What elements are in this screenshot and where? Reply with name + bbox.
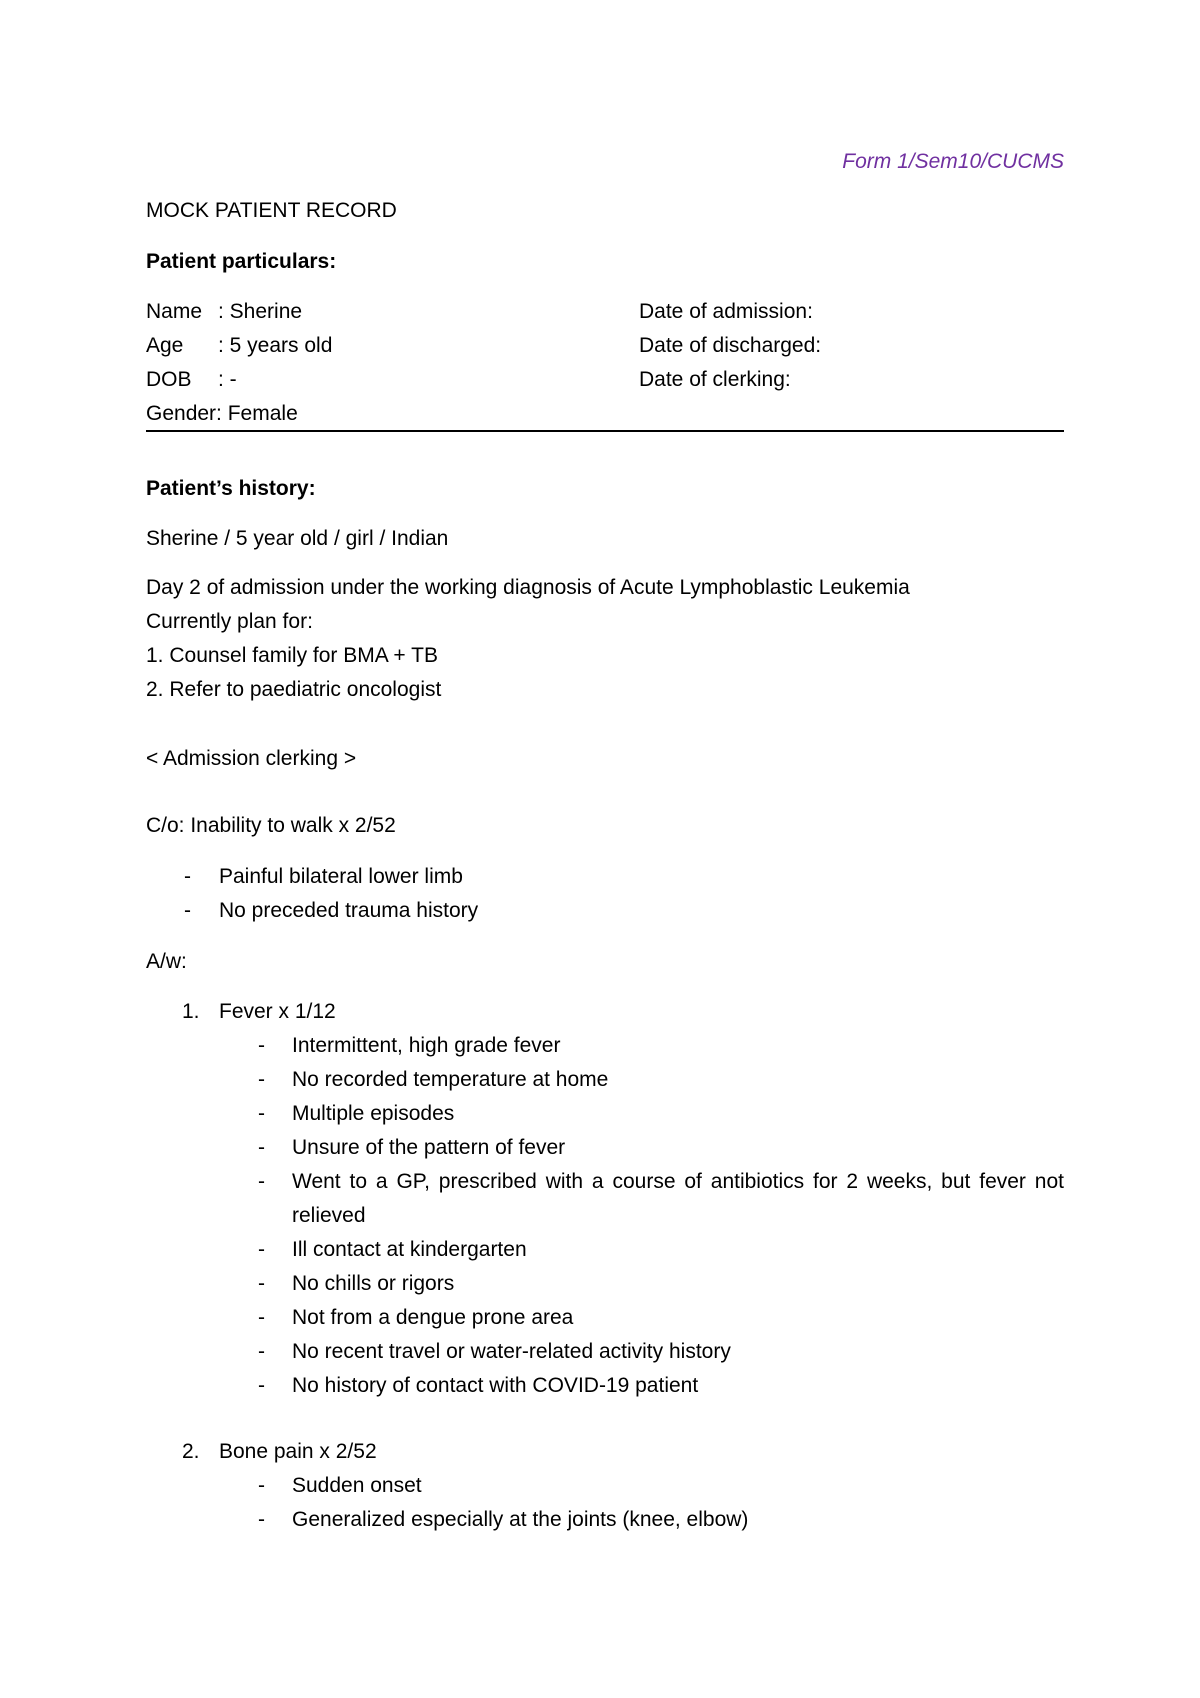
symptom-number: 2. [182, 1440, 200, 1463]
history-heading: Patient’s history: [146, 477, 316, 500]
dob-value: : - [218, 368, 237, 391]
particulars-block [146, 295, 1064, 431]
dash-bullet: - [184, 899, 191, 922]
admission-date-label: Date of admission: [639, 300, 813, 323]
dash-bullet: - [258, 1068, 265, 1091]
gender-label: Gender: [146, 402, 222, 425]
list-item: - Sudden onset [146, 1469, 1064, 1503]
discharged-date-label: Date of discharged: [639, 334, 822, 357]
name-label: Name [146, 300, 203, 323]
diagnosis-block [146, 571, 910, 707]
list-item: - Painful bilateral lower limb [146, 860, 478, 894]
plan-label: Currently plan for: [146, 610, 313, 633]
particulars-row-age [146, 329, 1064, 363]
list-item: - No chills or rigors [146, 1267, 1064, 1301]
list-item: - No history of contact with COVID-19 patient [146, 1369, 1064, 1403]
list-item: - Ill contact at kindergarten [146, 1233, 1064, 1267]
list-item: - Generalized especially at the joints (knee, elbow) [146, 1503, 1064, 1537]
dash-bullet: - [258, 1374, 265, 1397]
symptom-number: 1. [182, 1000, 200, 1023]
associated-with-label: A/w: [146, 950, 187, 973]
symptom-item [146, 995, 1064, 1403]
section-divider [146, 430, 1064, 432]
dash-bullet: - [258, 1272, 265, 1295]
list-item: - Multiple episodes [146, 1097, 1064, 1131]
name-value: : Sherine [218, 300, 303, 323]
list-item: - Unsure of the pattern of fever [146, 1131, 1064, 1165]
symptom-details [146, 1029, 1064, 1403]
age-value: : 5 years old [218, 334, 333, 357]
dob-label: DOB [146, 368, 192, 391]
gender-value: Female [221, 402, 298, 425]
symptom-item [146, 1435, 1064, 1537]
plan-item: 2. Refer to paediatric oncologist [146, 678, 442, 701]
list-item: - No preceded trauma history [146, 894, 478, 928]
age-label: Age [146, 334, 184, 357]
patient-summary-text: Sherine / 5 year old / girl / Indian [146, 527, 449, 550]
dash-bullet: - [258, 1340, 265, 1363]
dash-bullet: - [258, 1306, 265, 1329]
dash-bullet: - [184, 865, 191, 888]
admission-clerking-label: < Admission clerking > [146, 747, 357, 770]
symptom-details [146, 1469, 1064, 1537]
complaint-details [146, 860, 478, 928]
chief-complaint: C/o: Inability to walk x 2/52 [146, 814, 396, 837]
symptom-title: 1. Fever x 1/12 [146, 995, 1064, 1029]
list-item: - Went to a GP, prescribed with a course of antibiotics for 2 weeks, but fever not relieved [146, 1165, 1064, 1233]
plan-item: 1. Counsel family for BMA + TB [146, 644, 438, 667]
particulars-row-name [146, 295, 1064, 329]
dash-bullet: - [258, 1136, 265, 1159]
list-item: - Not from a dengue prone area [146, 1301, 1064, 1335]
dash-bullet: - [258, 1102, 265, 1125]
symptom-title: 2. Bone pain x 2/52 [146, 1435, 1064, 1469]
clerking-date-label: Date of clerking: [639, 368, 791, 391]
dash-bullet: - [258, 1170, 265, 1193]
document-title: MOCK PATIENT RECORD [146, 199, 397, 222]
symptom-list [146, 995, 1064, 1537]
list-item: - No recorded temperature at home [146, 1063, 1064, 1097]
dash-bullet: - [258, 1508, 265, 1531]
dash-bullet: - [258, 1238, 265, 1261]
dash-bullet: - [258, 1474, 265, 1497]
list-item: - No recent travel or water-related activity history [146, 1335, 1064, 1369]
dash-bullet: - [258, 1034, 265, 1057]
working-diagnosis: Day 2 of admission under the working diagnosis of Acute Lymphoblastic Leukemia [146, 576, 910, 599]
particulars-row-gender [146, 397, 1064, 431]
particulars-heading: Patient particulars: [146, 250, 337, 273]
list-item: - Intermittent, high grade fever [146, 1029, 1064, 1063]
form-tag: Form 1/Sem10/CUCMS [842, 150, 1064, 173]
patient-summary [146, 522, 448, 556]
particulars-row-dob [146, 363, 1064, 397]
